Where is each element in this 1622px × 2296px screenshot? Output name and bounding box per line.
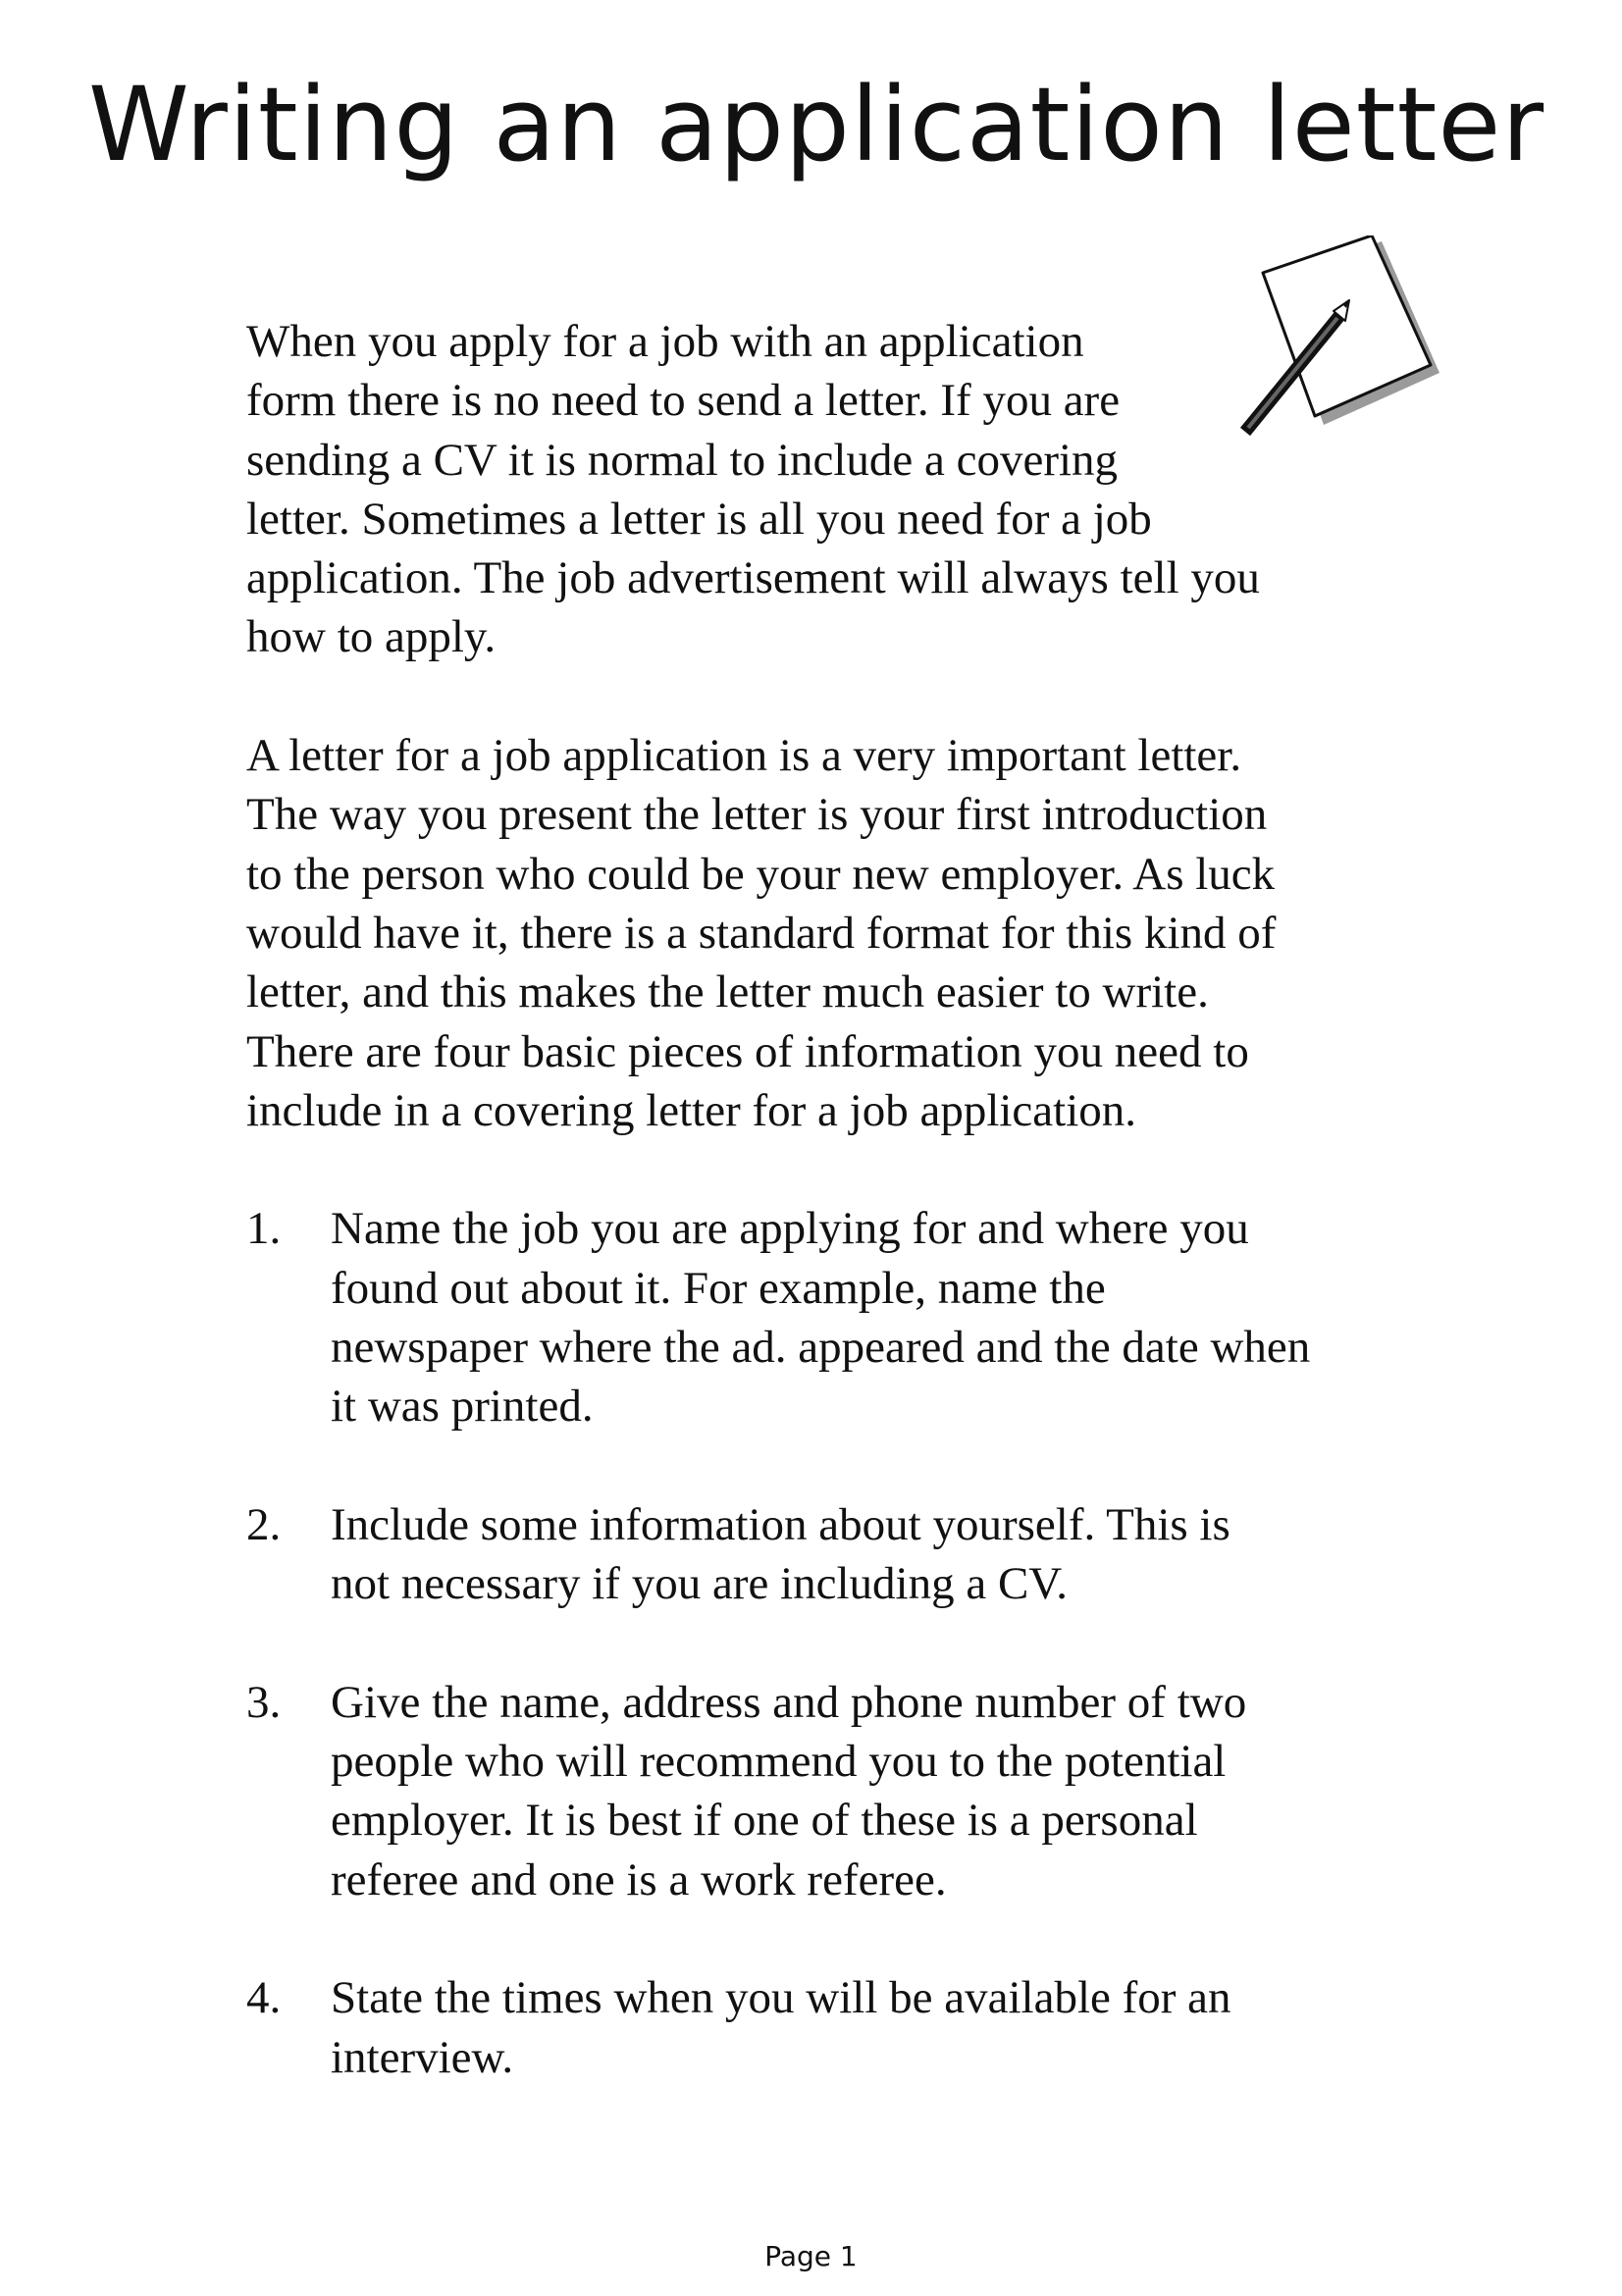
text-line: When you apply for a job with an application <box>246 316 1084 367</box>
text-line: employer. It is best if one of these is a personal <box>331 1795 1198 1847</box>
text-line: to the person who could be your new employer. As luck <box>246 848 1276 900</box>
list-item <box>246 1968 1414 2087</box>
text-line: not necessary if you are including a CV. <box>331 1558 1068 1610</box>
text-line: letter. Sometimes a letter is all you need for a job <box>246 493 1152 545</box>
list-item <box>246 1673 1414 1909</box>
list-number: 3. <box>246 1676 282 1728</box>
text-line: found out about it. For example, name the <box>331 1262 1106 1314</box>
text-line: interview. <box>331 2031 514 2083</box>
list-number: 4. <box>246 1972 282 2024</box>
text-line: would have it, there is a standard format for this kind of <box>246 907 1277 959</box>
list-item-text <box>331 1495 1414 1614</box>
steps-list <box>246 1199 1414 2086</box>
text-line: letter, and this makes the letter much easier to write. <box>246 966 1209 1018</box>
list-item-text <box>331 1199 1414 1435</box>
text-line: There are four basic pieces of information you need to <box>246 1025 1249 1077</box>
text-line: sending a CV it is normal to include a covering <box>246 434 1119 486</box>
text-line: Give the name, address and phone number of two <box>331 1676 1247 1728</box>
list-item <box>246 1199 1414 1435</box>
list-number: 1. <box>246 1203 282 1255</box>
text-line: A letter for a job application is a very important letter. <box>246 730 1242 782</box>
text-line: how to apply. <box>246 611 497 663</box>
list-item-text <box>331 1673 1414 1909</box>
text-line: application. The job advertisement will always tell you <box>246 552 1260 604</box>
page-number: Page 1 <box>764 2240 858 2272</box>
text-line: newspaper where the ad. appeared and the date when <box>331 1322 1311 1374</box>
intro-paragraph <box>246 312 1375 667</box>
list-item <box>246 1495 1414 1614</box>
text-line: referee and one is a work referee. <box>331 1853 947 1905</box>
page-title: Writing an application letter <box>88 65 1545 184</box>
list-number: 2. <box>246 1498 282 1550</box>
text-line: include in a covering letter for a job application. <box>246 1084 1137 1136</box>
format-paragraph <box>246 726 1414 1140</box>
document-body <box>246 312 1414 2087</box>
text-line: form there is no need to send a letter. If you are <box>246 375 1121 427</box>
text-line: people who will recommend you to the potential <box>331 1736 1227 1788</box>
text-line: Name the job you are applying for and where you <box>331 1203 1249 1255</box>
text-line: State the times when you will be available for an <box>331 1972 1231 2024</box>
text-line: it was printed. <box>331 1381 594 1433</box>
list-item-text <box>331 1968 1414 2087</box>
text-line: The way you present the letter is your first introduction <box>246 789 1268 841</box>
text-line: Include some information about yourself. This is <box>331 1498 1230 1550</box>
